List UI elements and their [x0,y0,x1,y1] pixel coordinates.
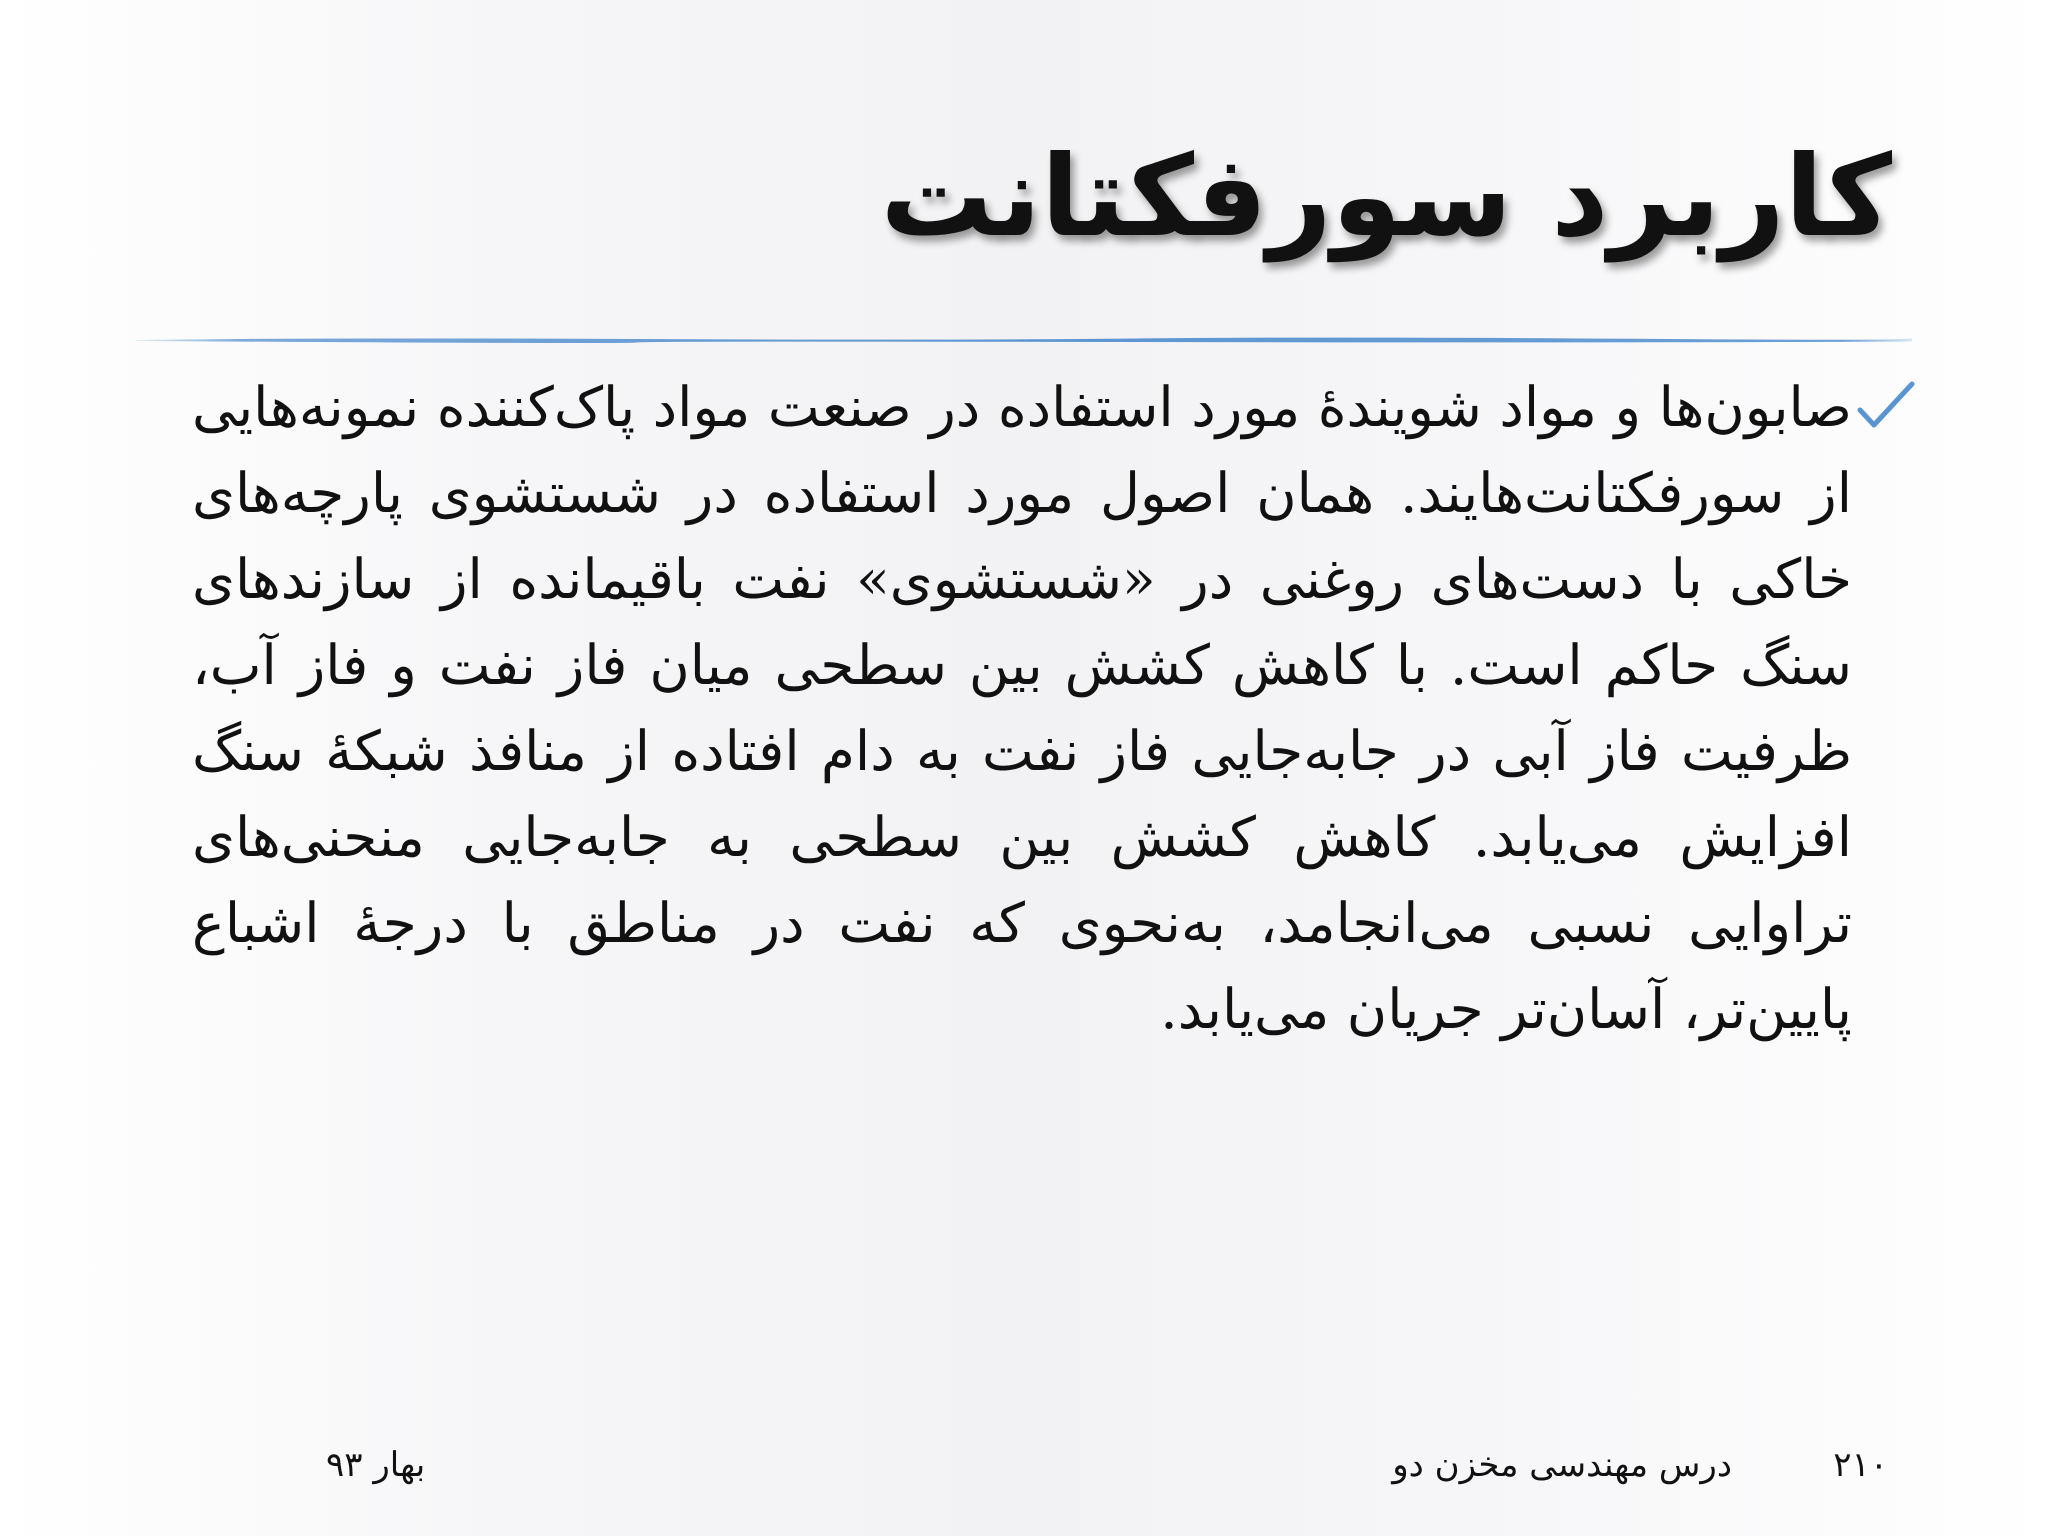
bullet-item [192,364,1852,1052]
slide-title: کاربرد سورفکتانت [880,132,1892,262]
page-number: ۲۱۰ [1833,1445,1888,1485]
check-icon [1856,380,1916,430]
bullet-text: صابون‌ها و مواد شویندۀ مورد استفاده در صنعت مواد پاک‌کننده نمونه‌هایی از سورفکتانت‌هایند. همان اصول مورد استفاده در شستشوی پارچه‌های خاکی با دست‌های روغنی در «شستشوی» نفت باقیمانده از سازندهای سنگ حاکم است. با کاهش کشش بین سطحی میان فاز نفت و فاز آب، ظرفیت فاز آبی در جابه‌جایی فاز نفت به دام افتاده از منافذ شبکۀ سنگ افزایش می‌یابد. کاهش کشش بین سطحی به جابه‌جایی منحنی‌های تراوایی نسبی می‌انجامد، به‌نحوی که نفت در مناطق با درجۀ اشباع پایین‌تر، آسان‌تر جریان می‌یابد. [192,375,1852,1041]
title-divider [136,335,1912,344]
divider-line-icon [136,335,1912,344]
footer-course-name: درس مهندسی مخزن دو [1392,1445,1732,1485]
footer-term: بهار ۹۳ [326,1445,426,1485]
